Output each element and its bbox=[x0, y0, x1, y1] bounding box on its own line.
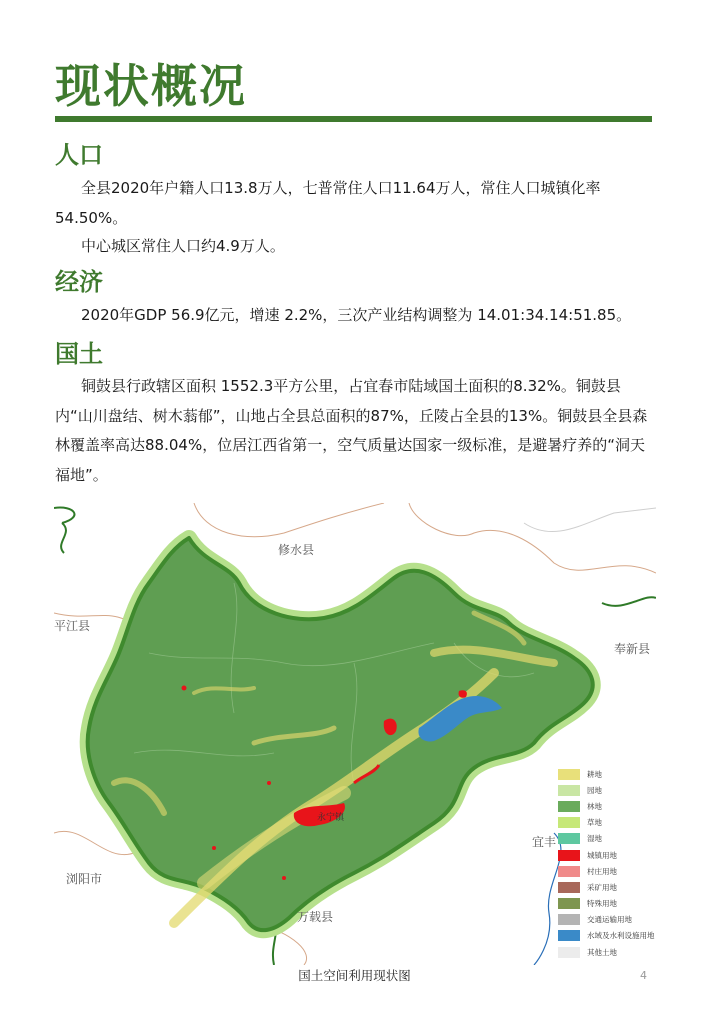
map-caption: 国土空间利用现状图 bbox=[298, 968, 411, 983]
map-label-seat: 永宁镇 bbox=[317, 813, 345, 823]
legend-item bbox=[558, 847, 656, 863]
legend-label: 城镇用地 bbox=[587, 850, 617, 860]
map-label-yifeng: 宜丰 bbox=[532, 835, 557, 849]
map-label-wanzai: 万载县 bbox=[297, 910, 334, 924]
legend-item bbox=[558, 815, 656, 831]
map-label-fengxin: 奉新县 bbox=[614, 642, 651, 656]
legend-label: 交通运输用地 bbox=[587, 915, 632, 925]
legend-swatch bbox=[558, 785, 580, 796]
legend-label: 园地 bbox=[587, 785, 602, 795]
legend-label: 水域及水利设施用地 bbox=[587, 931, 655, 941]
population-paragraph-2: 中心城区常住人口约4.9万人。 bbox=[81, 237, 285, 255]
legend-label: 草地 bbox=[587, 818, 602, 828]
map-label-pingjiang: 平江县 bbox=[54, 619, 91, 633]
legend-swatch bbox=[558, 947, 580, 958]
legend-item bbox=[558, 798, 656, 814]
legend-label: 耕地 bbox=[587, 769, 602, 779]
legend-label: 特殊用地 bbox=[587, 899, 617, 909]
population-paragraph-1: 全县2020年户籍人口13.8万人，七普常住人口11.64万人，常住人口城镇化率54.50%。 bbox=[55, 179, 601, 227]
legend-swatch bbox=[558, 817, 580, 828]
legend-label: 村庄用地 bbox=[587, 866, 617, 876]
legend-item bbox=[558, 879, 656, 895]
legend-swatch bbox=[558, 850, 580, 861]
legend-item bbox=[558, 831, 656, 847]
legend-item bbox=[558, 944, 656, 960]
legend-item bbox=[558, 896, 656, 912]
legend-swatch bbox=[558, 801, 580, 812]
page-number: 4 bbox=[640, 969, 647, 982]
legend-label: 采矿用地 bbox=[587, 882, 617, 892]
legend-swatch bbox=[558, 914, 580, 925]
legend-label: 其他土地 bbox=[587, 947, 617, 957]
legend-swatch bbox=[558, 866, 580, 877]
legend-item bbox=[558, 782, 656, 798]
legend-swatch bbox=[558, 833, 580, 844]
legend-swatch bbox=[558, 898, 580, 909]
legend-swatch bbox=[558, 930, 580, 941]
legend-swatch bbox=[558, 882, 580, 893]
map-legend bbox=[558, 766, 656, 960]
map-label-liuyang: 浏阳市 bbox=[66, 872, 103, 886]
section-heading-land: 国土 bbox=[55, 340, 103, 368]
legend-item bbox=[558, 863, 656, 879]
legend-item bbox=[558, 912, 656, 928]
land-paragraph-1: 铜鼓县行政辖区面积 1552.3平方公里，占宜春市陆域国土面积的8.32%。铜鼓县内“山川盘结、树木蓊郁”，山地占全县总面积的87%，丘陵占全县的13%。铜鼓县全县森林覆盖率高达88.04%，位居江西省第一，空气质量达国家一级标准，是避暑疗养的“洞天福地”。 bbox=[55, 377, 648, 484]
legend-item bbox=[558, 766, 656, 782]
economy-paragraph-1: 2020年GDP 56.9亿元，增速 2.2%，三次产业结构调整为 14.01:34.14:51.85。 bbox=[81, 306, 632, 324]
title-divider bbox=[55, 116, 652, 122]
map-label-xiushui: 修水县 bbox=[278, 543, 315, 557]
page-title: 现状概况 bbox=[55, 59, 247, 113]
section-heading-economy: 经济 bbox=[55, 268, 103, 296]
legend-swatch bbox=[558, 769, 580, 780]
section-heading-population: 人口 bbox=[55, 141, 103, 169]
legend-label: 湿地 bbox=[587, 834, 602, 844]
legend-item bbox=[558, 928, 656, 944]
legend-label: 林地 bbox=[587, 801, 602, 811]
